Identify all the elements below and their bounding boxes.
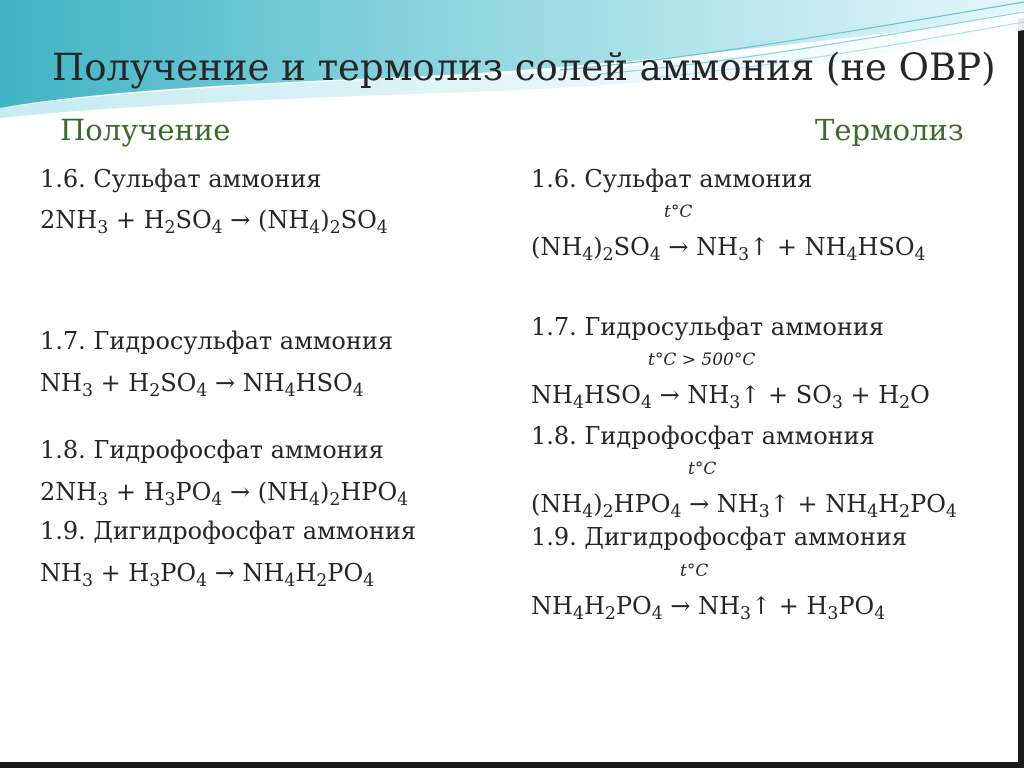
- subscript: 4: [363, 570, 375, 591]
- subscript: 4: [309, 217, 321, 238]
- subscript: 4: [640, 392, 652, 413]
- subscript: 4: [284, 380, 296, 401]
- subscript: 4: [670, 501, 682, 522]
- right-item-4-heading: 1.9. Дигидрофосфат аммония: [531, 523, 907, 551]
- right-item-3-condition: t°C: [688, 459, 717, 479]
- right-item-2-heading: 1.7. Гидросульфат аммония: [531, 313, 885, 341]
- subscript: 3: [164, 489, 176, 510]
- subscript: 4: [914, 244, 926, 265]
- subscript: 3: [740, 603, 751, 624]
- right-item-4-equation: $NH_4H_2PO_4$ → $NH_3↑ + H_3PO_4$: [531, 592, 886, 624]
- left-item-2-equation: $NH_3 + H_2SO_4 \to NH_4HSO_4$: [40, 369, 364, 401]
- subscript: 2: [149, 380, 161, 401]
- subscript: 2: [899, 501, 911, 522]
- subscript: 4: [196, 380, 208, 401]
- right-item-1-condition: t°C: [664, 202, 693, 222]
- subscript: 4: [397, 489, 409, 510]
- subscript: 4: [572, 392, 584, 413]
- subscript: 2: [899, 392, 911, 413]
- subscript: 2: [602, 244, 614, 265]
- subscript: 4: [846, 244, 858, 265]
- subscript: 3: [729, 392, 741, 413]
- subscript: 4: [651, 603, 663, 624]
- subscript: 4: [572, 603, 584, 624]
- right-item-3-equation: $(NH_4)_2HPO_4$ → $NH_3↑ + NH_4H_2PO_4$: [531, 490, 957, 522]
- page-title: Получение и термолиз солей аммония (не ОВР): [52, 46, 996, 89]
- right-item-4-condition: t°C: [680, 561, 709, 581]
- subscript: 4: [874, 603, 886, 624]
- subscript: 2: [329, 217, 341, 238]
- subscript: 3: [827, 603, 839, 624]
- subscript: 4: [582, 501, 594, 522]
- left-item-1-heading: 1.6. Сульфат аммония: [40, 165, 322, 193]
- right-column-heading: Термолиз: [815, 113, 964, 147]
- subscript: 3: [97, 489, 109, 510]
- subscript: 3: [149, 570, 161, 591]
- left-item-4-heading: 1.9. Дигидрофосфат аммония: [40, 517, 416, 545]
- subscript: 3: [97, 217, 109, 238]
- subscript: 4: [284, 570, 296, 591]
- left-item-4-equation: $NH_3 + H_3PO_4 \to NH_4H_2PO_4$: [40, 559, 375, 591]
- subscript: 2: [602, 501, 614, 522]
- subscript: 2: [329, 489, 341, 510]
- subscript: 3: [758, 501, 770, 522]
- subscript: 2: [604, 603, 616, 624]
- subscript: 3: [81, 380, 93, 401]
- right-item-2-equation: $NH_4HSO_4$ → $NH_3↑ + SO_3 + H_2O$: [531, 381, 930, 413]
- right-item-2-condition: t°C > 500°C: [648, 350, 756, 370]
- subscript: 4: [649, 244, 661, 265]
- left-item-2-heading: 1.7. Гидросульфат аммония: [40, 327, 394, 355]
- right-item-3-heading: 1.8. Гидрофосфат аммония: [531, 422, 875, 450]
- left-item-3-heading: 1.8. Гидрофосфат аммония: [40, 436, 384, 464]
- subscript: 4: [376, 217, 388, 238]
- subscript: 4: [867, 501, 879, 522]
- subscript: 4: [211, 489, 223, 510]
- subscript: 3: [81, 570, 93, 591]
- right-item-1-heading: 1.6. Сульфат аммония: [531, 165, 813, 193]
- subscript: 4: [582, 244, 594, 265]
- subscript: 2: [316, 570, 328, 591]
- left-column-heading: Получение: [60, 113, 231, 147]
- subscript: 3: [738, 244, 750, 265]
- subscript: 4: [196, 570, 208, 591]
- subscript: 2: [164, 217, 176, 238]
- subscript: 4: [211, 217, 223, 238]
- subscript: 3: [831, 392, 843, 413]
- subscript: 4: [352, 380, 364, 401]
- left-item-1-equation: $2NH_3 + H_2SO_4 \to (NH_4)_2SO_4$: [40, 206, 388, 238]
- subscript: 4: [309, 489, 320, 510]
- subscript: 4: [945, 501, 957, 522]
- right-item-1-equation: $(NH_4)_2SO_4$ → $NH_3↑ + NH_4HSO_4$: [531, 233, 926, 265]
- left-item-3-equation: $2NH_3 + H_3PO_4 \to (NH_4)_2HPO_4$: [40, 478, 409, 510]
